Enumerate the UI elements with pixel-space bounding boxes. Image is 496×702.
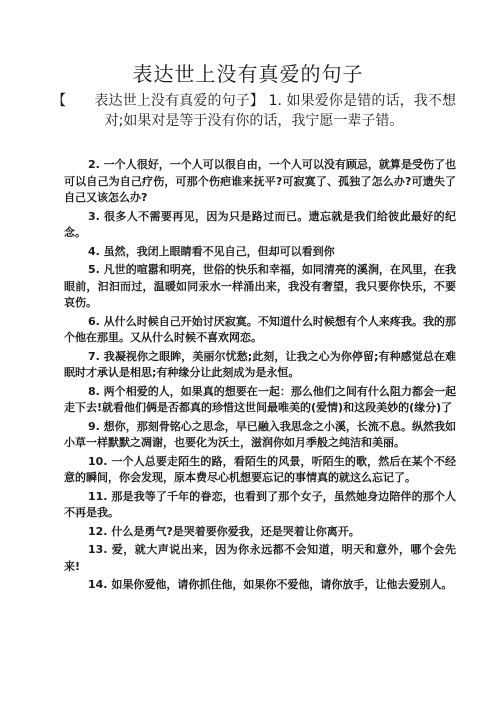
paragraph: 7. 我凝视你之眼眸，美丽尔忧愁;此刻，让我之心为你停留;有种感觉总在难眠时才承认是相思;有种缘分让此刻成为是永恒。 (64, 349, 456, 379)
paragraph: 10. 一个人总要走陌生的路，看陌生的风景，听陌生的歌，然后在某个不经意的瞬间，你会发现，原本费尽心机想要忘记的事情真的就这么忘记了。 (64, 454, 456, 484)
paragraph: 3. 很多人不需要再见，因为只是路过而已。遗忘就是我们给彼此最好的纪念。 (64, 209, 456, 239)
paragraph: 6. 从什么时候自己开始讨厌寂寞。不知道什么时候想有个人来疼我。我的那个他在那里。又从什么时候不喜欢网恋。 (64, 314, 456, 344)
body-text (64, 157, 456, 596)
document-title: 表达世上没有真爱的句子 (132, 62, 364, 86)
paragraph: 4. 虽然，我闭上眼睛看不见自己，但却可以看到你 (88, 244, 335, 258)
paragraph: 13. 爱，就大声说出来，因为你永远都不会知道，明天和意外，哪个会先来! (64, 543, 456, 573)
paragraph: 9. 想你，那刻骨铭心之思念，早已融入我思念之小溪，长流不息。纵然我如小草一样默默之凋谢，也要化为沃土，滋润你如月季般之纯洁和美丽。 (64, 419, 456, 449)
intro-text: 1. 如果爱你是错的话，我不想对;如果对是等于没有你的话，我宁愿一辈子错。 (104, 93, 457, 129)
paragraph: 5. 凡世的喧嚣和明亮，世俗的快乐和幸福，如同清亮的溪涧，在风里，在我眼前，汩汩而过，温暖如同汞水一样涌出来，我没有奢望，我只要你快乐，不要哀伤。 (64, 263, 456, 309)
paragraph: 2. 一个人很好，一个人可以很自由，一个人可以没有顾忌，就算是受伤了也可以自己为自己疗伤，可那个伤疤谁来抚平?可寂寞了、孤独了怎么办?可遗失了自己又该怎么办? (64, 158, 456, 204)
paragraph: 12. 什么是勇气?是哭着要你爱我，还是哭着让你离开。 (88, 524, 360, 538)
intro-paragraph (52, 91, 456, 131)
paragraph: 8. 两个相爱的人，如果真的想要在一起：那么他们之间有什么阻力都会一起走下去!就看他们俩是否都真的珍惜这世间最唯美的(爱情)和这段美妙的(缘分)了 (64, 384, 456, 414)
intro-bracketed-title: 【 表达世上没有真爱的句子】 (52, 93, 264, 109)
paragraph: 11. 那是我等了千年的眷恋，也看到了那个女子，虽然她身边陪伴的那个人不再是我。 (64, 489, 456, 519)
paragraph: 14. 如果你爱他，请你抓住他，如果你不爱他，请你放手，让他去爱别人。 (88, 578, 453, 591)
